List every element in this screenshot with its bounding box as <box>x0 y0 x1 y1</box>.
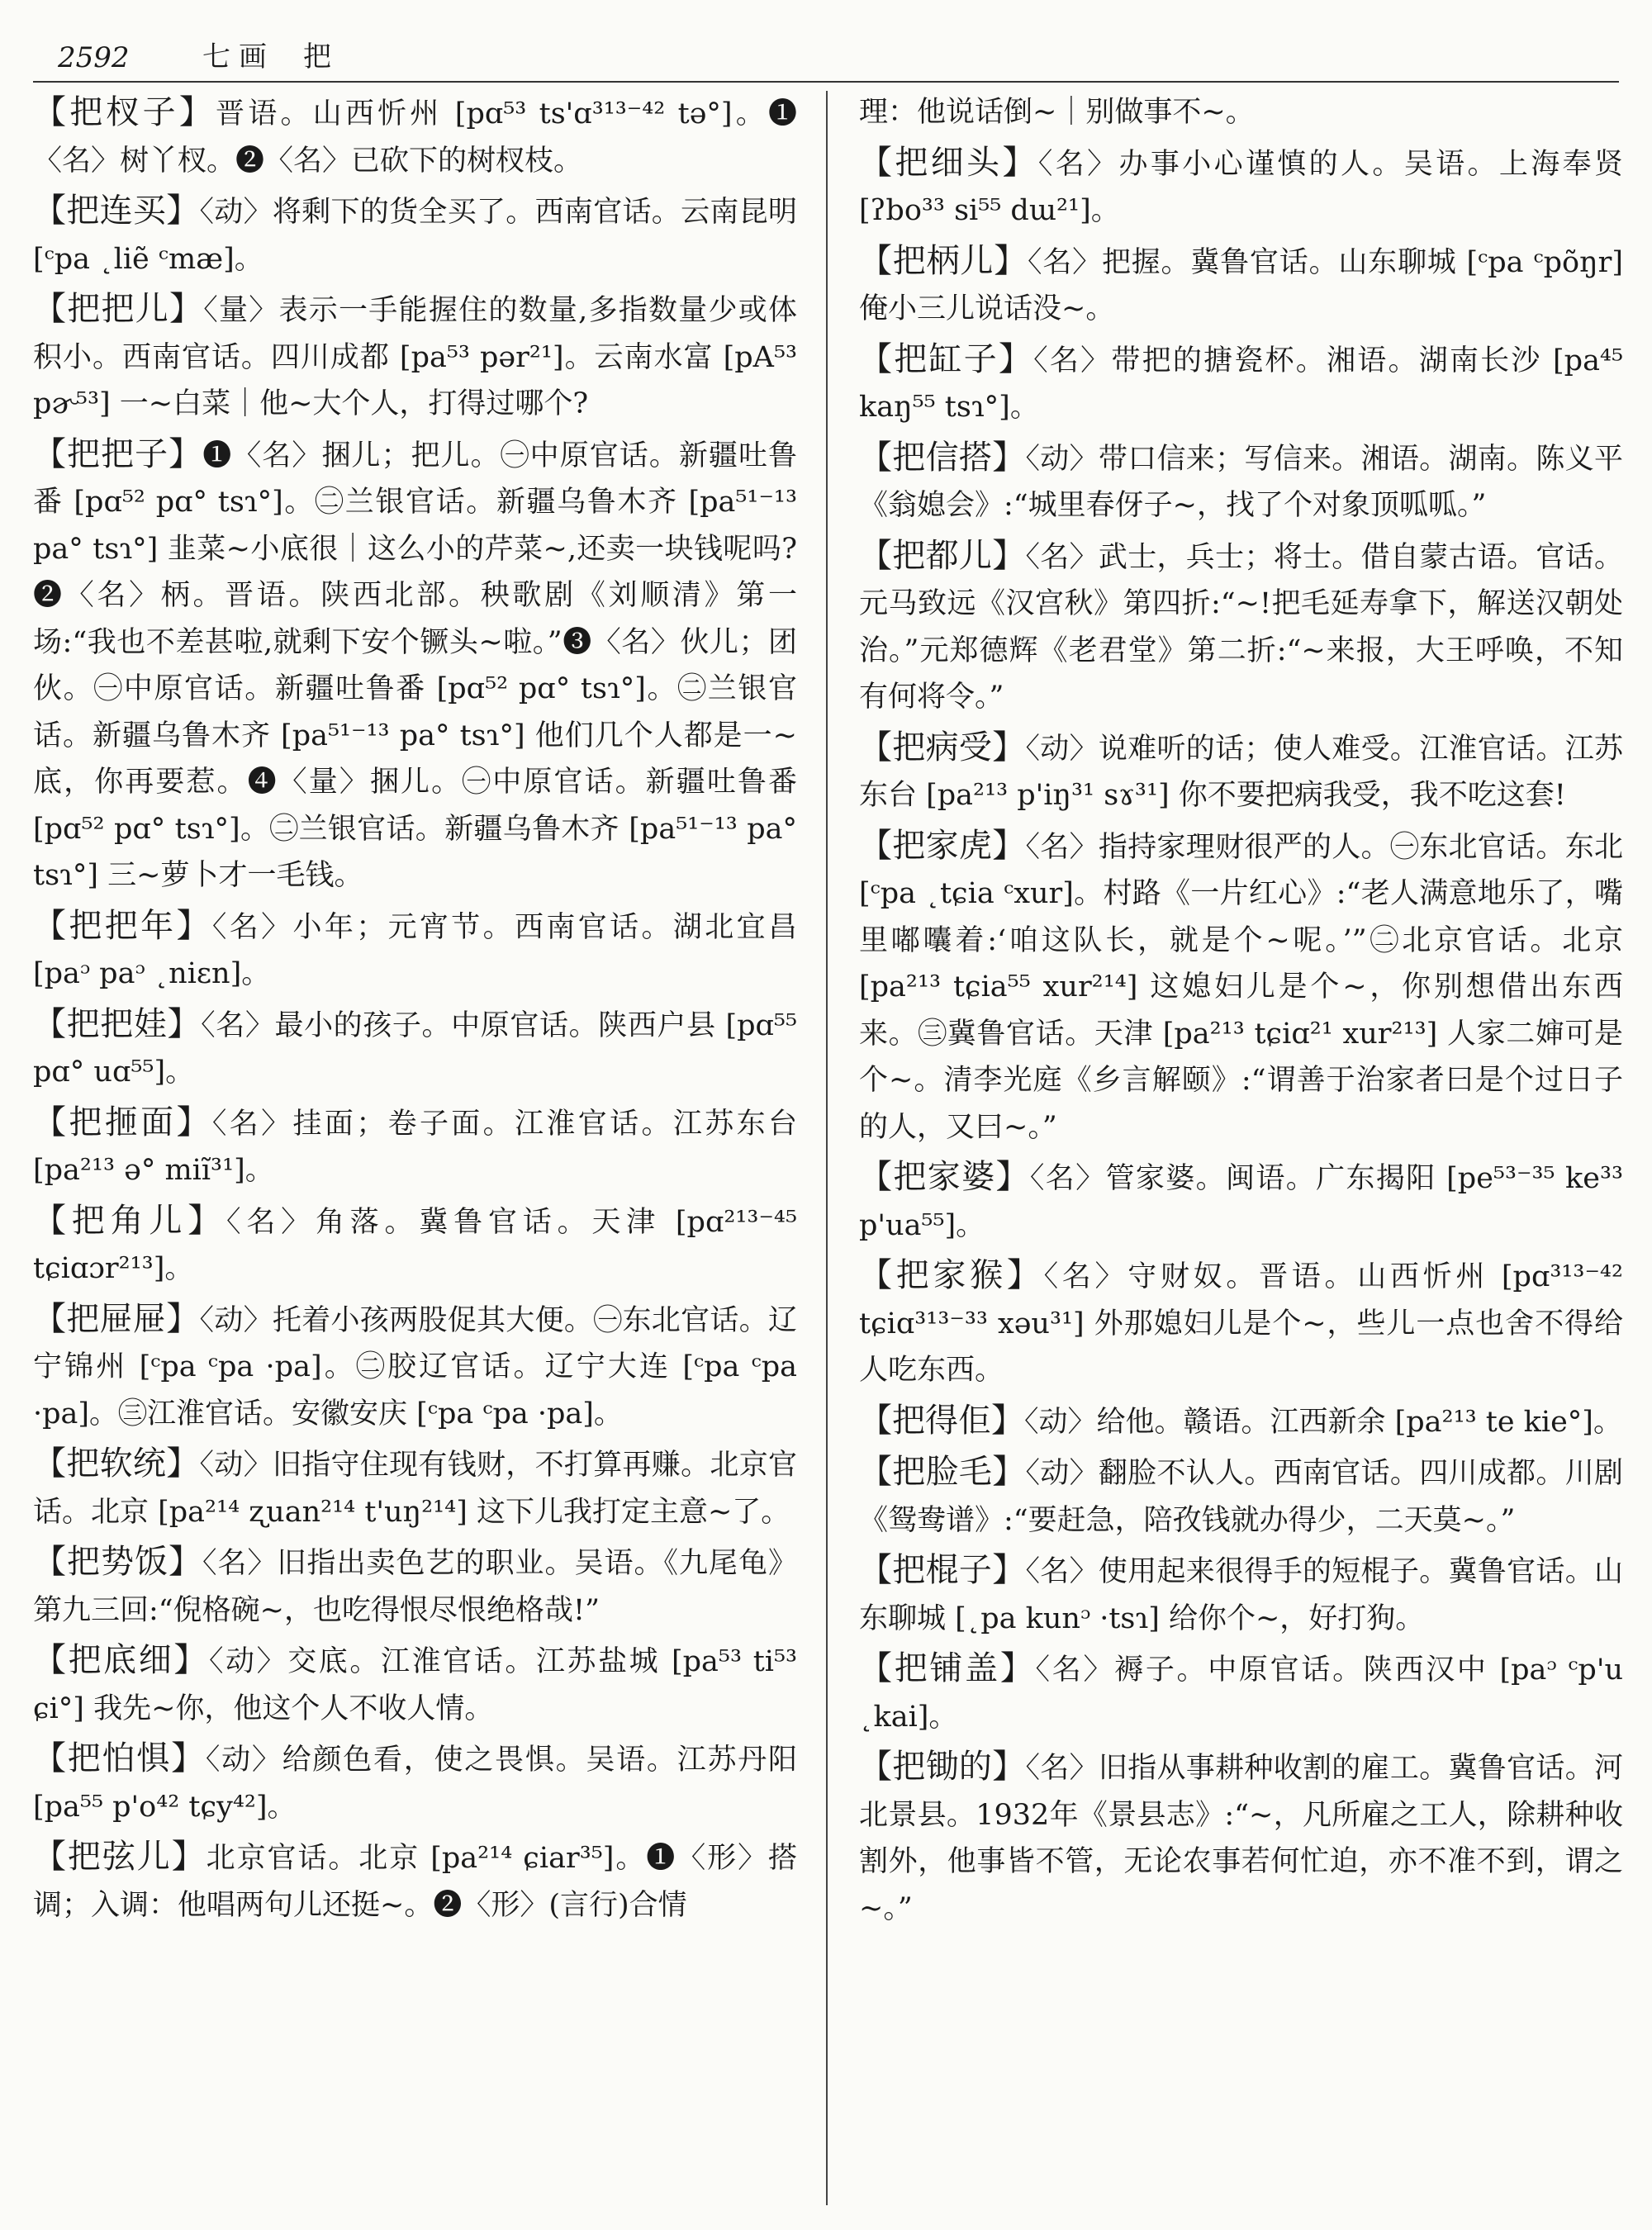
entry-headword: 【把屉屉】 <box>33 1299 200 1338</box>
entry-headword: 【把底细】 <box>33 1641 209 1679</box>
dictionary-entry <box>859 1154 1623 1249</box>
entry-headword: 【把锄的】 <box>859 1748 1026 1786</box>
continued-entry-text: 理：他说话倒~｜别做事不~。 <box>859 96 1255 129</box>
dictionary-entry <box>33 1539 797 1634</box>
head-character: 把 <box>303 40 331 74</box>
dictionary-entry <box>859 533 1623 721</box>
right-column-entries <box>859 140 1623 1933</box>
entry-headword: 【把怕惧】 <box>33 1739 206 1777</box>
entry-headword: 【把软统】 <box>33 1445 200 1483</box>
entry-headword: 【把棍子】 <box>859 1551 1026 1589</box>
entry-headword: 【把家猴】 <box>859 1256 1044 1294</box>
dictionary-entry <box>33 431 797 899</box>
dictionary-entry <box>33 903 797 998</box>
dictionary-entry <box>859 434 1623 529</box>
dictionary-entry <box>33 286 797 428</box>
entry-definition: 〈动〉翻脸不认人。西南官话。四川成都。川剧《鸳鸯谱》:“要赶急，陪孜钱就办得少，二天莫~。” <box>859 1457 1623 1537</box>
dictionary-entry <box>859 724 1623 819</box>
entry-headword: 【把把子】 <box>33 434 203 473</box>
entry-definition: 〈动〉给颜色看，使之畏惧。吴语。江苏丹阳 [pa⁵⁵ p'o⁴² tɕy⁴²]。 <box>33 1744 797 1824</box>
dictionary-entry <box>859 238 1623 333</box>
entry-headword: 【把弦儿】 <box>33 1838 206 1876</box>
entry-definition: 〈动〉托着小孩两股促其大便。㊀东北官话。辽宁锦州 [ᶜpa ᶜpa ·pa]。㊁胶辽官话。辽宁大连 [ᶜpa ᶜpa ·pa]。㊂江淮官话。安徽安庆 [ᶜpa ᶜpa ·pa]。 <box>33 1303 797 1431</box>
entry-headword: 【把㧜面】 <box>33 1103 212 1141</box>
entry-definition: 〈动〉旧指守住现有钱财，不打算再赚。北京官话。北京 [pa²¹⁴ ʐuan²¹⁴ t'uŋ²¹⁴] 这下儿我打定主意~了。 <box>33 1449 797 1529</box>
dictionary-entry <box>33 1637 797 1732</box>
dictionary-entry <box>33 1099 797 1194</box>
entry-definition: 〈名〉把握。冀鲁官话。山东聊城 [ᶜpa ᶜpõŋr] 俺小三儿说话没~。 <box>859 245 1624 325</box>
dictionary-entry <box>33 1440 797 1535</box>
dictionary-entry <box>859 1547 1623 1642</box>
dictionary-entry <box>33 1834 797 1929</box>
entry-definition: 〈动〉交底。江淮官话。江苏盐城 [pa⁵³ ti⁵³ ɕi°] 我先~你，他这个人不收人情。 <box>33 1645 798 1725</box>
entry-definition: 〈名〉最小的孩子。中原官话。陕西户县 [pɑ⁵⁵ pɑ° uɑ⁵⁵]。 <box>33 1008 797 1089</box>
entry-headword: 【把把年】 <box>33 906 212 945</box>
entry-definition: 〈名〉带把的搪瓷杯。湘语。湖南长沙 [pa⁴⁵ kaŋ⁵⁵ tsɿ°]。 <box>859 344 1623 424</box>
dictionary-entry <box>859 1252 1623 1394</box>
dictionary-entry <box>859 1744 1623 1932</box>
entry-headword: 【把脸毛】 <box>859 1453 1026 1491</box>
header-rule <box>33 81 1619 83</box>
entry-headword: 【把铺盖】 <box>859 1649 1036 1687</box>
entry-definition: 〈动〉带口信来；写信来。湘语。湖南。陈义平《翁媳会》:“城里春伢子~，找了个对象顶呱呱。” <box>859 442 1623 522</box>
dictionary-entry <box>33 89 797 184</box>
entry-headword: 【把家婆】 <box>859 1158 1030 1196</box>
dictionary-entry <box>859 1449 1623 1544</box>
entry-definition: 〈名〉角落。冀鲁官话。天津 [pɑ²¹³⁻⁴⁵ tɕiɑɔr²¹³]。 <box>33 1205 797 1285</box>
dictionary-entry <box>859 1397 1623 1446</box>
entry-headword: 【把杈子】 <box>33 93 216 131</box>
entry-definition: 〈名〉旧指从事耕种收割的雇工。冀鲁官话。河北景县。1932年《景县志》:“~，凡所雇之工人，除耕种收割外，他事皆不管，无论农事若何忙迫，亦不准不到，谓之~。” <box>859 1752 1623 1925</box>
entry-definition: 〈名〉小年；元宵节。西南官话。湖北宜昌 [paᵓ paᵓ ˛niɛn]。 <box>33 910 798 990</box>
entry-headword: 【把连买】 <box>33 192 200 230</box>
dictionary-entry <box>859 823 1623 1151</box>
entry-definition: 〈名〉武士，兵士；将士。借自蒙古语。官话。元马致远《汉宫秋》第四折:“~!把毛延寿拿下，解送汉朝处治。”元郑德辉《老君堂》第二折:“~来报，大王呼唤，不知有何将令。” <box>859 540 1623 714</box>
left-column <box>33 89 797 1932</box>
entry-headword: 【把都儿】 <box>859 536 1026 575</box>
entry-definition: 〈动〉给他。赣语。江西新余 [pa²¹³ te kie°]。 <box>1024 1405 1622 1439</box>
dictionary-entry <box>859 336 1623 431</box>
entry-definition: 〈名〉旧指出卖色艺的职业。吴语。《九尾龟》第九三回:“倪格碗~，也吃得恨尽恨绝格哉!” <box>33 1547 797 1627</box>
entry-definition: 北京官话。北京 [pa²¹⁴ ɕiar³⁵]。❶〈形〉搭调；入调：他唱两句儿还挺~。❷〈形〉(言行)合情 <box>33 1842 797 1922</box>
entry-definition: 晋语。山西忻州 [pɑ⁵³ ts'ɑ³¹³⁻⁴² tə°]。❶〈名〉树丫杈。❷〈名〉已砍下的树杈枝。 <box>33 97 797 178</box>
dictionary-entry <box>33 1296 797 1438</box>
entry-definition: ❶〈名〉捆儿；把儿。㊀中原官话。新疆吐鲁番 [pɑ⁵² pɑ° tsɿ°]。㊁兰银官话。新疆乌鲁木齐 [pa⁵¹⁻¹³ pa° tsɿ°] 韭菜~小底很｜这么小的芹菜~,还卖一块钱呢吗? ❷〈名〉柄。晋语。陕西北部。秧歌剧《刘顺清》第一场:“我也不差甚啦,就剩下安个镢头~啦。”❸〈名〉伙儿；团伙。㊀中原官话。新疆吐鲁番 [pɑ⁵² pɑ° tsɿ°]。㊁兰银官话。新疆乌鲁木齐 [pa⁵¹⁻¹³ pa° tsɿ°] 他们几个人都是一~底，你再要惹。❹〈量〉捆儿。㊀中原官话。新疆吐鲁番 [pɑ⁵² pɑ° tsɿ°]。㊁兰银官话。新疆乌鲁木齐 [pa⁵¹⁻¹³ pa° tsɿ°] 三~萝卜才一毛钱。 <box>33 439 797 892</box>
entry-headword: 【把细头】 <box>859 143 1038 182</box>
entry-definition: 〈名〉管家婆。闽语。广东揭阳 [pe⁵³⁻³⁵ ke³³ p'ua⁵⁵]。 <box>859 1162 1624 1242</box>
entry-headword: 【把缸子】 <box>859 339 1034 378</box>
entry-headword: 【把角儿】 <box>33 1201 227 1240</box>
entry-headword: 【把势饭】 <box>33 1543 202 1581</box>
dictionary-entry <box>33 1735 797 1830</box>
column-divider <box>826 91 828 2205</box>
entry-definition: 〈名〉挂面；卷子面。江淮官话。江苏东台 [pa²¹³ ə° miĩ³¹]。 <box>33 1107 798 1187</box>
entry-definition: 〈名〉指持家理财很严的人。㊀东北官话。东北 [ᶜpa ˛tɕia ᶜxur]。村路《一片红心》:“老人满意地乐了，嘴里嘟囔着:‘咱这队长，就是个~呢。’”㊁北京官话。北京 [pa²¹³ tɕia⁵⁵ xur²¹⁴] 这媳妇儿是个~，你别想借出东西来。㊂冀鲁官话。天津 [pa²¹³ tɕiɑ²¹ xur²¹³] 人家二婶可是个~。清李光庭《乡言解颐》:“谓善于治家者曰是个过日子的人，又曰~。” <box>859 830 1623 1144</box>
dictionary-entry <box>859 1645 1623 1740</box>
entry-definition: 〈动〉将剩下的货全买了。西南官话。云南昆明 [ᶜpa ˛liẽ ᶜmæ]。 <box>33 196 797 276</box>
page-header <box>58 25 1619 74</box>
dictionary-entry <box>859 140 1623 235</box>
section-label: 七画 <box>202 40 275 74</box>
page-number: 2592 <box>58 41 130 74</box>
entry-headword: 【把把娃】 <box>33 1004 202 1043</box>
entry-definition: 〈动〉说难听的话；使人难受。江淮官话。江苏东台 [pa²¹³ p'iŋ³¹ sɤ³¹] 你不要把病我受，我不吃这套! <box>859 732 1623 812</box>
entry-definition: 〈量〉表示一手能握住的数量,多指数量少或体积小。西南官话。四川成都 [pa⁵³ pər²¹]。云南水富 [pA⁵³ pɚ⁵³] 一~白菜｜他~大个人，打得过哪个? <box>33 294 797 420</box>
entry-headword: 【把信搭】 <box>859 438 1026 477</box>
entry-definition: 〈名〉守财奴。晋语。山西忻州 [pɑ³¹³⁻⁴² tɕiɑ³¹³⁻³³ xəu³¹] 外那媳妇儿是个~，些儿一点也舍不得给人吃东西。 <box>859 1260 1623 1387</box>
entry-headword: 【把家虎】 <box>859 826 1026 865</box>
dictionary-entry <box>33 1198 797 1293</box>
entry-headword: 【把得佢】 <box>859 1401 1024 1440</box>
entry-headword: 【把病受】 <box>859 728 1026 766</box>
entry-definition: 〈名〉办事小心谨慎的人。吴语。上海奉贤 [ʔbo³³ si⁵⁵ dɯ²¹]。 <box>859 147 1624 227</box>
dictionary-entry <box>33 187 797 282</box>
right-column <box>859 89 1623 1935</box>
entry-headword: 【把柄儿】 <box>859 241 1028 280</box>
entry-definition: 〈名〉褥子。中原官话。陕西汉中 [paᵓ ᶜp'u ˛kai]。 <box>859 1654 1624 1734</box>
entry-headword: 【把把儿】 <box>33 290 204 328</box>
entry-definition: 〈名〉使用起来很得手的短棍子。冀鲁官话。山东聊城 [˛pa kunᵓ ·tsɿ] 给你个~，好打狗。 <box>859 1555 1623 1635</box>
dictionary-entry <box>33 1001 797 1096</box>
